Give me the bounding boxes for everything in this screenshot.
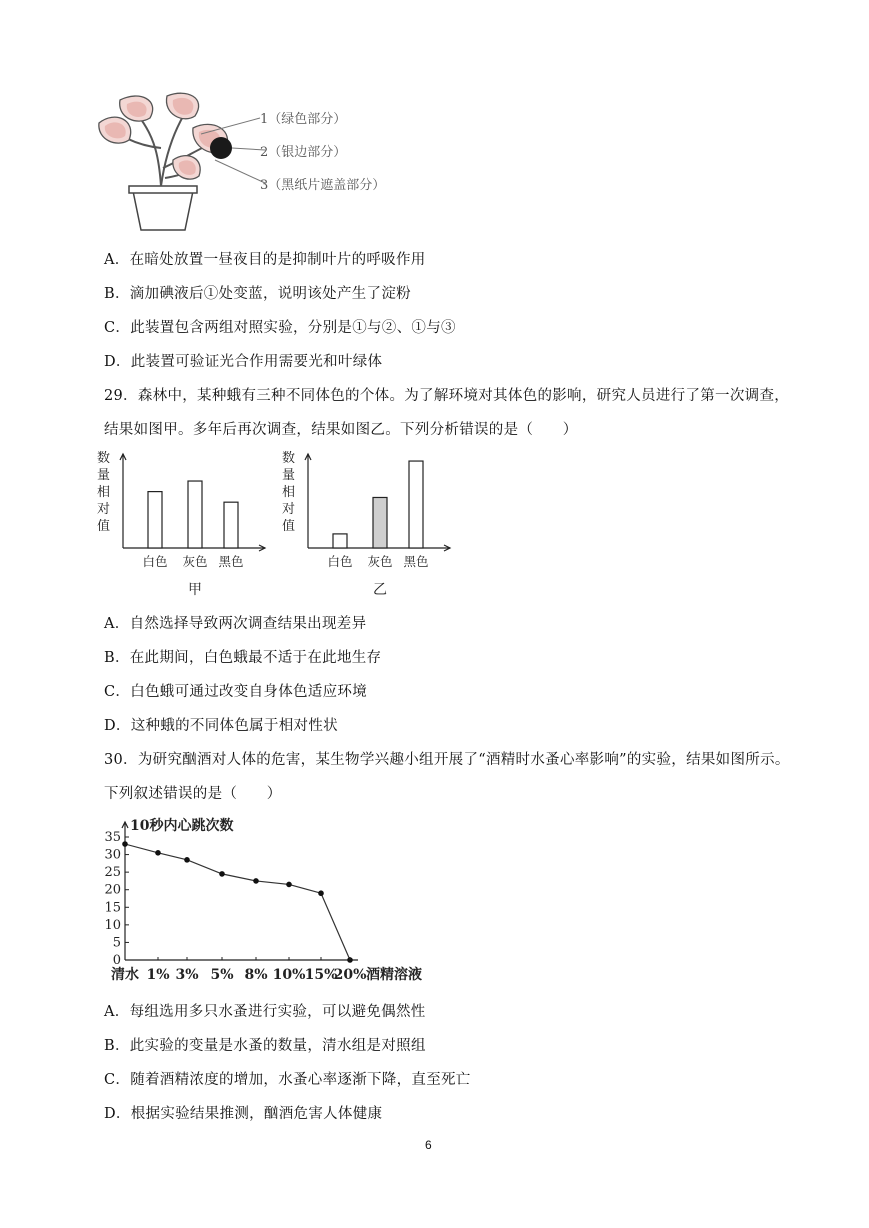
x-tick-label: 白色 — [142, 554, 168, 569]
x-tick-label: 8% — [244, 967, 268, 983]
y-axis-label-char: 值 — [97, 519, 111, 534]
bar-黑色 — [409, 461, 423, 548]
q29-stem-line1: 29．森林中，某种蛾有三种不同体色的个体。为了解环境对其体色的影响，研究人员进行了第一次调查， — [104, 388, 790, 404]
data-point — [219, 871, 225, 877]
x-tick-label: 白色 — [327, 554, 353, 569]
y-tick-label: 30 — [104, 847, 121, 863]
data-line — [125, 844, 350, 960]
q28-option-b: B．滴加碘液后①处变蓝，说明该处产生了淀粉 — [104, 286, 411, 302]
chart-title: 甲 — [188, 582, 202, 598]
y-axis-label-char: 相 — [282, 485, 296, 500]
q30-option-d: D．根据实验结果推测，酗酒危害人体健康 — [104, 1106, 383, 1122]
x-tick-label: 5% — [210, 967, 234, 983]
x-tick-label: 黑色 — [403, 554, 429, 569]
bar-黑色 — [224, 502, 238, 548]
y-tick-label: 25 — [104, 865, 121, 881]
y-axis-label-char: 相 — [97, 485, 111, 500]
q28-option-d: D．此装置可验证光合作用需要光和叶绿体 — [104, 354, 383, 370]
heart-rate-line-chart — [98, 812, 458, 990]
plant-label-3: 3（黑纸片遮盖部分） — [260, 178, 386, 193]
q30-stem-line1: 30．为研究酗酒对人体的危害，某生物学兴趣小组开展了“酒精时水蚤心率影响”的实验，结果如图所示。 — [104, 752, 790, 768]
bar-灰色 — [188, 481, 202, 548]
q30-option-c: C．随着酒精浓度的增加，水蚤心率逐渐下降，直至死亡 — [104, 1072, 471, 1088]
x-axis-label: 酒精溶液 — [366, 967, 422, 983]
q28-option-c: C．此装置包含两组对照实验，分别是①与②、①与③ — [104, 320, 456, 336]
bar-白色 — [148, 492, 162, 548]
bar-白色 — [333, 534, 347, 548]
data-point — [318, 890, 324, 896]
q29-option-c: C．白色蛾可通过改变自身体色适应环境 — [104, 684, 367, 700]
y-axis-label-char: 数 — [282, 451, 296, 466]
x-tick-label: 灰色 — [182, 554, 208, 569]
y-tick-label: 15 — [104, 900, 121, 916]
data-point — [155, 850, 161, 856]
q30-option-a: A．每组选用多只水蚤进行实验，可以避免偶然性 — [104, 1004, 426, 1020]
q29-option-b: B．在此期间，白色蛾最不适于在此地生存 — [104, 650, 382, 666]
data-point — [122, 841, 128, 847]
q29-stem-line2: 结果如图甲。多年后再次调查，结果如图乙。下列分析错误的是（ ） — [104, 422, 578, 438]
y-axis-label-char: 数 — [97, 451, 111, 466]
x-tick-label: 黑色 — [218, 554, 244, 569]
chart-title: 乙 — [373, 582, 387, 598]
q28-option-a: A．在暗处放置一昼夜目的是抑制叶片的呼吸作用 — [104, 252, 426, 268]
y-tick-label: 10 — [104, 917, 121, 933]
y-tick-label: 5 — [112, 935, 121, 951]
y-tick-label: 0 — [112, 953, 121, 968]
plant-label-1: 1（绿色部分） — [260, 112, 347, 127]
y-tick-label: 20 — [104, 882, 121, 898]
page-number: 6 — [425, 1138, 432, 1152]
q29-option-d: D．这种蛾的不同体色属于相对性状 — [104, 718, 338, 734]
y-axis-label-char: 量 — [97, 468, 111, 483]
x-tick-label: 灰色 — [367, 554, 393, 569]
black-paper-cover — [210, 137, 232, 159]
x-tick-label: 20% — [333, 967, 367, 983]
bar-chart-yi — [280, 448, 460, 603]
q30-stem-line2: 下列叙述错误的是（ ） — [104, 786, 282, 802]
data-point — [286, 882, 292, 888]
q30-option-b: B．此实验的变量是水蚤的数量，清水组是对照组 — [104, 1038, 426, 1054]
bar-chart-jia — [95, 448, 275, 603]
y-axis-label-char: 量 — [282, 468, 296, 483]
x-tick-label: 3% — [175, 967, 199, 983]
y-axis-label-char: 值 — [282, 519, 296, 534]
plant-label-2: 2（银边部分） — [260, 145, 347, 160]
q29-option-a: A．自然选择导致两次调查结果出现差异 — [104, 616, 367, 632]
y-tick-label: 35 — [104, 830, 121, 845]
y-axis-label: 10秒内心跳次数 — [130, 818, 234, 834]
data-point — [184, 857, 190, 863]
x-tick-label: 1% — [146, 967, 170, 983]
plant-figure — [95, 88, 425, 238]
y-axis-label-char: 对 — [97, 502, 111, 517]
data-point — [253, 878, 259, 884]
x-tick-label: 15% — [304, 967, 338, 983]
bar-灰色 — [373, 497, 387, 548]
y-axis-label-char: 对 — [282, 502, 296, 517]
x-tick-label: 清水 — [111, 967, 139, 983]
x-tick-label: 10% — [272, 967, 306, 983]
